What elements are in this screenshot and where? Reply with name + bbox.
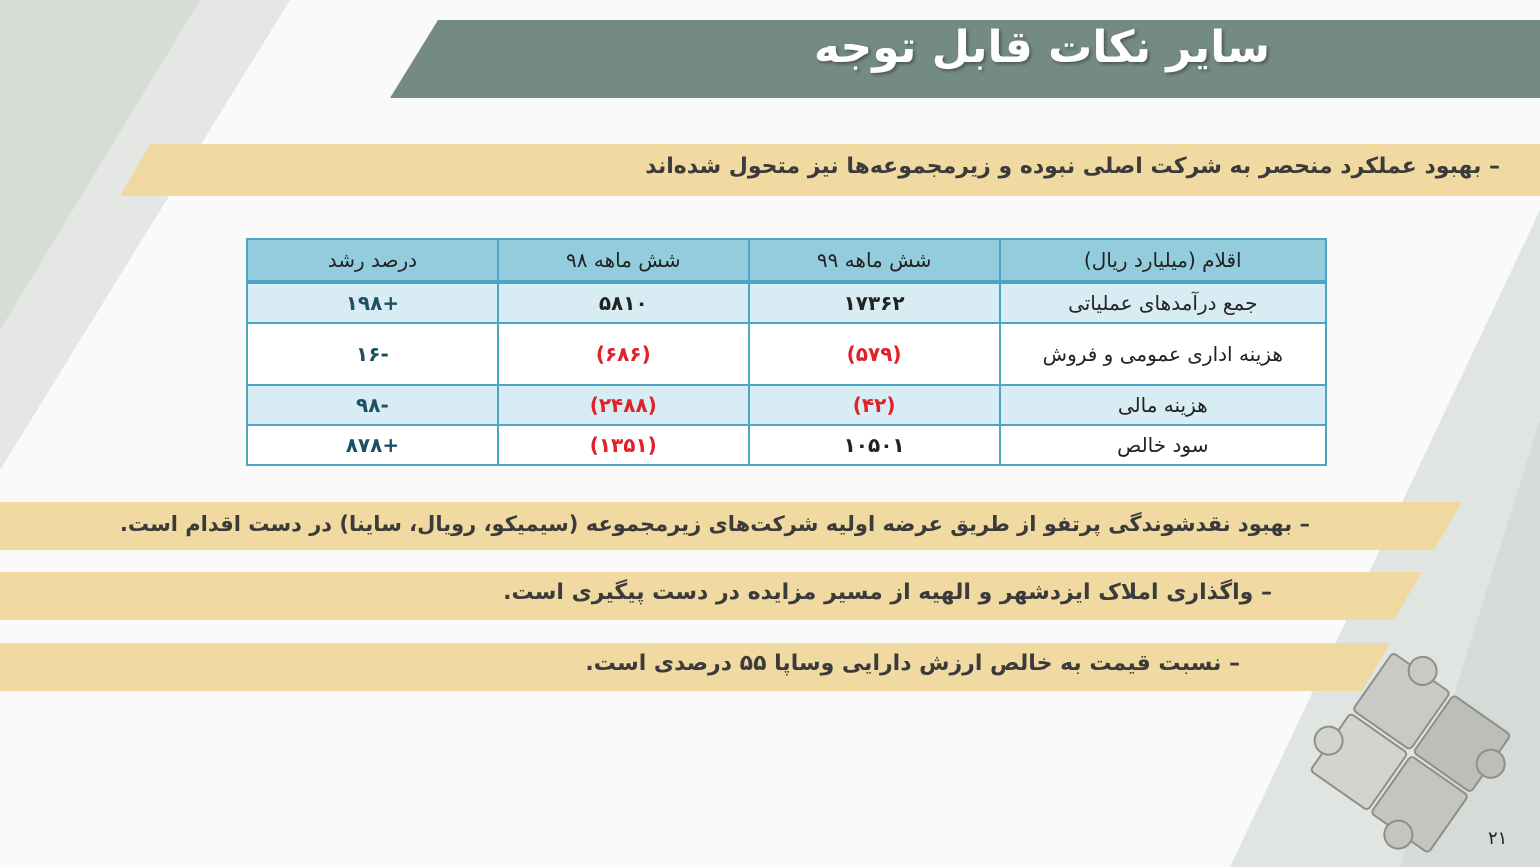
value-h98: ۵۸۱۰ xyxy=(498,282,749,323)
table-row xyxy=(247,385,1326,425)
row-label: جمع درآمدهای عملیاتی xyxy=(1000,282,1326,323)
row-label: هزینه اداری عمومی و فروش xyxy=(1000,323,1326,385)
table-header-row xyxy=(247,239,1326,282)
value-h98: (۶۸۶) xyxy=(498,323,749,385)
table-row xyxy=(247,282,1326,323)
financial-table xyxy=(246,238,1327,466)
bullet-2: – بهبود نقدشوندگی پرتفو از طریق عرضه اولیه شرکت‌های زیرمجموعه (سیمیکو، رویال، ساینا) در دست اقدام است. xyxy=(119,512,1310,536)
header-items: اقلام (میلیارد ریال) xyxy=(1000,239,1326,282)
table-row xyxy=(247,425,1326,465)
table-row xyxy=(247,323,1326,385)
bullet-4: – نسبت قیمت به خالص ارزش دارایی وساپا ۵۵ درصدی است. xyxy=(585,651,1240,676)
bullet-1: – بهبود عملکرد منحصر به شرکت اصلی نبوده و زیرمجموعه‌ها نیز متحول شده‌اند xyxy=(645,154,1500,179)
value-h98: (۱۳۵۱) xyxy=(498,425,749,465)
value-h99: (۴۲) xyxy=(749,385,1000,425)
value-h99: ۱۰۵۰۱ xyxy=(749,425,1000,465)
value-growth: +۸۷۸ xyxy=(247,425,498,465)
value-h98: (۲۴۸۸) xyxy=(498,385,749,425)
value-h99: ۱۷۳۶۲ xyxy=(749,282,1000,323)
page-number: ۲۱ xyxy=(1488,828,1508,849)
value-growth: +۱۹۸ xyxy=(247,282,498,323)
row-label: سود خالص xyxy=(1000,425,1326,465)
value-growth: -۱۶ xyxy=(247,323,498,385)
page-title: سایر نکات قابل توجه xyxy=(813,22,1270,73)
value-growth: -۹۸ xyxy=(247,385,498,425)
value-h99: (۵۷۹) xyxy=(749,323,1000,385)
header-growth: درصد رشد xyxy=(247,239,498,282)
header-h98: شش ماهه ۹۸ xyxy=(498,239,749,282)
header-h99: شش ماهه ۹۹ xyxy=(749,239,1000,282)
bullet-3: – واگذاری املاک ایزدشهر و الهیه از مسیر مزایده در دست پیگیری است. xyxy=(503,580,1272,605)
row-label: هزینه مالی xyxy=(1000,385,1326,425)
